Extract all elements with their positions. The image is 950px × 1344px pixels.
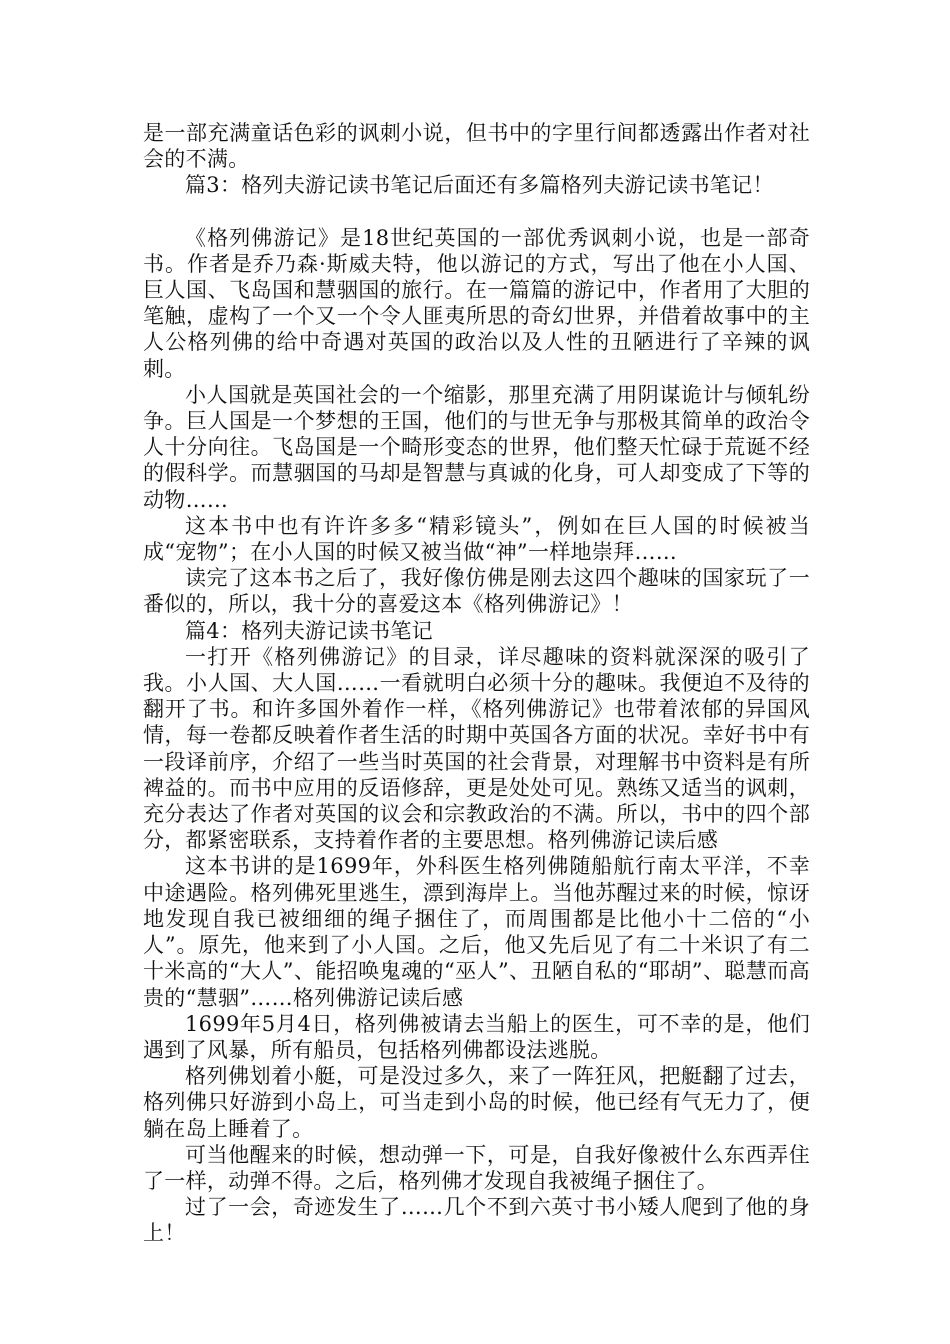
- paragraph: 这本书讲的是1699年，外科医生格列佛随船航行南太平洋，不幸中途遇险。格列佛死里逃生，漂到海岸上。当他苏醒过来的时候，惊讶地发现自我已被细细的绳子捆住了，而周围都是比他小十二倍的“小人”。原先，他来到了小人国。之后，他又先后见了有二十米识了有二十米高的“大人”、能招唤鬼魂的“巫人”、丑陋自私的“耶胡”、聪慧而高贵的“慧骃”……格列佛游记读后感: [143, 854, 810, 1010]
- paragraph: 过了一会，奇迹发生了……几个不到六英寸书小矮人爬到了他的身上！: [143, 1195, 810, 1246]
- paragraph: 是一部充满童话色彩的讽刺小说，但书中的字里行间都透露出作者对社会的不满。: [143, 121, 810, 172]
- paragraph: 《格列佛游记》是18世纪英国的一部优秀讽刺小说，也是一部奇书。作者是乔乃森·斯威夫特，他以游记的方式，写出了他在小人国、巨人国、飞岛国和慧骃国的旅行。在一篇篇的游记中，作者用了大胆的笔触，虚构了一个又一个令人匪夷所思的奇幻世界，并借着故事中的主人公格列佛的给中奇遇对英国的政治以及人性的丑陋进行了辛辣的讽刺。: [143, 225, 810, 381]
- section-heading: 篇4：格列夫游记读书笔记: [185, 618, 433, 643]
- paragraph: 格列佛划着小艇，可是没过多久，来了一阵狂风，把艇翻了过去，格列佛只好游到小岛上，可当走到小岛的时候，他已经有气无力了，便躺在岛上睡着了。: [143, 1064, 810, 1141]
- paragraph: 小人国就是英国社会的一个缩影，那里充满了用阴谋诡计与倾轧纷争。巨人国是一个梦想的王国，他们的与世无争与那极其简单的政治令人十分向往。飞岛国是一个畸形变态的世界，他们整天忙碌于荒诞不经的假科学。而慧骃国的马却是智慧与真诚的化身，可人却变成了下等的动物……: [143, 382, 810, 512]
- paragraph: 可当他醒来的时候，想动弹一下，可是，自我好像被什么东西弄住了一样，动弹不得。之后，格列佛才发现自我被绳子捆住了。: [143, 1142, 810, 1193]
- paragraph: 读完了这本书之后了，我好像仿佛是刚去这四个趣味的国家玩了一番似的，所以，我十分的喜爱这本《格列佛游记》！: [143, 566, 810, 617]
- document-page: [143, 120, 810, 1247]
- section-heading: 篇3：格列夫游记读书笔记后面还有多篇格列夫游记读书笔记！: [185, 173, 774, 198]
- paragraph: 这本书中也有许许多多“精彩镜头”，例如在巨人国的时候被当成“宠物”；在小人国的时候又被当做“神”一样地崇拜……: [143, 513, 810, 565]
- blank-line: [143, 199, 810, 225]
- paragraph: 一打开《格列佛游记》的目录，详尽趣味的资料就深深的吸引了我。小人国、大人国……一看就明白必须十分的趣味。我便迫不及待的翻开了书。和许多国外着作一样，《格列佛游记》也带着浓郁的异国风情，每一卷都反映着作者生活的时期中英国各方面的状况。幸好书中有一段译前序，介绍了一些当时英国的社会背景，对理解书中资料是有所裨益的。而书中应用的反语修辞，更是处处可见。熟练又适当的讽刺，充分表达了作者对英国的议会和宗教政治的不满。所以，书中的四个部分，都紧密联系，支持着作者的主要思想。格列佛游记读后感: [143, 644, 810, 853]
- paragraph: 1699年5月4日，格列佛被请去当船上的医生，可不幸的是，他们遇到了风暴，所有船员，包括格列佛都设法逃脱。: [143, 1011, 810, 1062]
